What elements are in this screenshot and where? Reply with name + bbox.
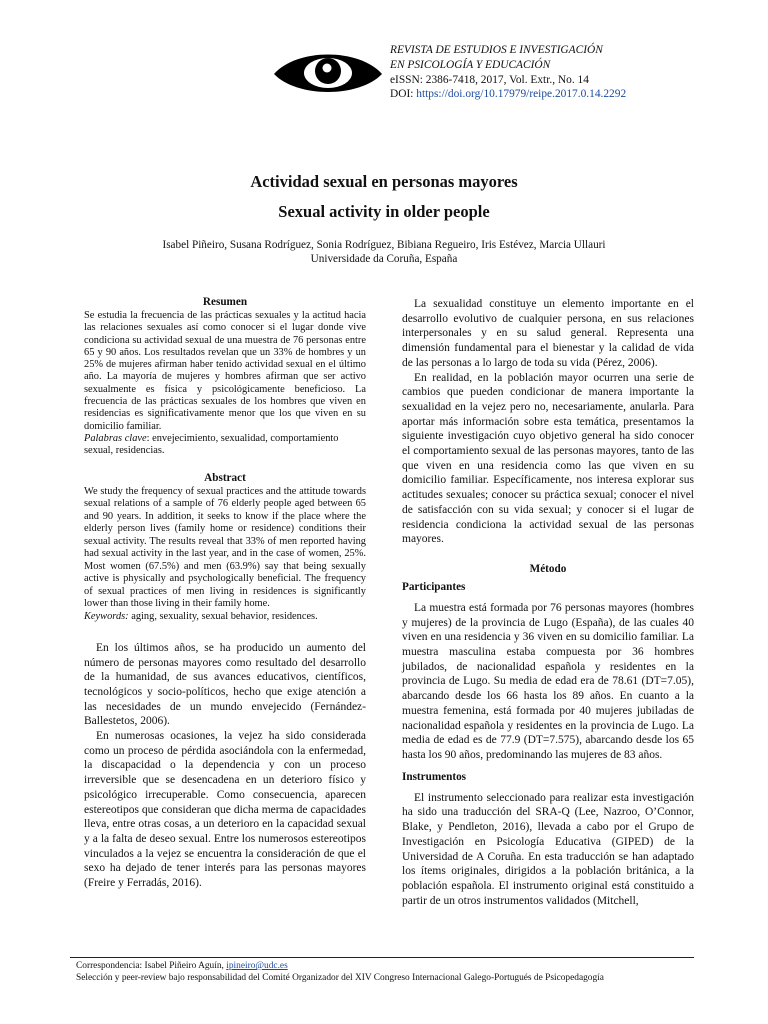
journal-header — [390, 43, 626, 102]
eye-logo-icon — [272, 40, 384, 100]
authors-block — [0, 238, 768, 266]
instrumentos-heading: Instrumentos — [402, 770, 467, 783]
paragraph: En realidad, en la población mayor ocurren una serie de cambios que pueden condicionar de manera importante la sexualidad en la vejez pero no, necesariamente, anularla. Para aportar más información sobre esta temática, presentamos la siguiente investigación cuyo objetivo general ha sido conocer el comportamiento sexual de las personas mayores, tanto de las que viven en una residencia como las que viven en su domicilio familiar. Específicamente, nos interesa explorar sus actitudes sexuales; conocer su práctica sexual; conocer el nivel de satisfacción con su vida sexual; y conocer si el lugar de residencia condiciona la actividad sexual de las personas mayores. — [402, 371, 694, 546]
affiliation: Universidade da Coruña, España — [310, 253, 458, 265]
left-column — [84, 296, 366, 891]
paragraph: En los últimos años, se ha producido un aumento del número de personas mayores como resultado del desarrollo de la humanidad, de sus avances educativos, científicos, tecnológicos y socio-políticos, hecho que exige atención a las necesidades de un mundo envejecido (Fernández-Ballestetos, 2006). — [84, 641, 366, 728]
resumen-heading: Resumen — [202, 296, 248, 308]
abstract-keywords: Keywords: aging, sexuality, sexual behavior, residences. — [84, 610, 318, 622]
paragraph: La sexualidad constituye un elemento importante en el desarrollo evolutivo de cualquier persona, en sus relaciones interpersonales y en su salud general. Representa una dimensión fundamental para el bienestar y la calidad de vida de las personas a lo largo de toda su vida (Pérez, 2006). — [402, 298, 694, 369]
journal-name-line1: REVISTA DE ESTUDIOS E INVESTIGACIÓN — [390, 44, 603, 56]
resumen-keywords: Palabras clave: envejecimiento, sexualidad, comportamiento sexual, residencias. — [84, 432, 339, 457]
right-column — [402, 297, 694, 908]
intro-left — [84, 641, 366, 891]
email-link[interactable]: ipineiro@udc.es — [226, 961, 288, 971]
participantes-text: La muestra está formada por 76 personas mayores (hombres y mujeres) de la provincia de Lugo (España), de las cuales 40 viven en una residencia y 36 viven en su domicilio familiar. La muestra masculina estaba compuesta por 36 hombres jubilados, de nacionalidad española y residentes en la provincia de Lugo. Su media de edad era de 78.61 (DT=7.05), abarcando desde los 66 hasta los 89 años. En cuanto a la muestra femenina, está formada por 40 mujeres jubiladas de nacionalidad española y residentes en la provincia de Lugo. La media de edad es de 77.9 (DT=7.575), abarcando desde los 65 hasta los 90 años, predominando las mujeres de 83 años. — [402, 601, 694, 761]
issn: eISSN: 2386-7418, 2017, Vol. Extr., No. 14 — [390, 73, 589, 86]
footer-divider — [70, 957, 694, 958]
peer-review-note: Selección y peer-review bajo responsabilidad del Comité Organizador del XIV Congreso Internacional Galego-Portugués de Psicopedagogía — [76, 973, 604, 983]
correspondence: Correspondencia: Isabel Piñeiro Aguín, ipineiro@udc.es — [76, 961, 288, 971]
metodo-heading: Método — [529, 562, 567, 575]
abstract-text: We study the frequency of sexual practices and the attitude towards sexual relations of a sample of 76 elderly people aged between 65 and 90 years. In addition, it seeks to know if the place where the elderly person lives (family home or residence) conditions their sexual activity. The results reveal that 33% of men reported having had sexual activity in the last year, and in the case of women, 25%. Most women (67.5%) and men (63.9%) say that being sexually active is physically and psychologically beneficial. The frequency of sexual practices of men living in residences is significantly lower than those living in their family home. — [84, 485, 366, 610]
title-es: Actividad sexual en personas mayores — [250, 172, 518, 191]
doi: DOI: https://doi.org/10.17979/reipe.2017.0.14.2292 — [390, 88, 627, 101]
journal-name-line2: EN PSICOLOGÍA Y EDUCACIÓN — [390, 58, 551, 71]
doi-link[interactable]: https://doi.org/10.17979/reipe.2017.0.14.2292 — [416, 88, 627, 101]
title-en: Sexual activity in older people — [278, 202, 490, 221]
instrumentos-text: El instrumento seleccionado para realizar esta investigación ha sido una traducción del SRA-Q (Lee, Nazroo, O’Connor, Blake, y Pendleton, 2016), llevada a cabo por el Grupo de Investigación en Psicología Educativa (GIPED) de la Universidad de A Coruña. En esta traducción se han adaptado los ítems originales, dirigidos a la población británica, a la población española. El instrumento original está constituido a partir de un otros instrumentos validados (Mitchell, — [402, 791, 694, 907]
paragraph: En numerosas ocasiones, la vejez ha sido considerada como un proceso de pérdida asociándola con la enfermedad, la discapacidad o la dependencia y con un proceso irreversible que se desencadena en un deterioro físico y psicológico irrecuperable. Como consecuencia, aparecen estereotipos que consideran que dicha merma de capacidades lleva, entre otras cosas, a un deterioro en la capacidad sexual y a la falta de deseo sexual. Entre los numerosos estereotipos vinculados a la vejez se encuentra la consideración de que el sexo ha dejado de tener interés para las personas mayores (Freire y Ferradás, 2016). — [84, 730, 366, 890]
abstract-heading: Abstract — [204, 471, 246, 484]
participantes-heading: Participantes — [402, 580, 466, 593]
resumen-text: Se estudia la frecuencia de las prácticas sexuales y la actitud hacia las relaciones sexuales así como conocer si el lugar donde vive condiciona su actividad sexual de una muestra de 76 personas entre 65 y 90 años. Los resultados revelan que un 33% de hombres y un 25% de mujeres afirman haber tenido actividad sexual en el último año. La mayoría de mujeres y hombres afirman que ser activo sexualmente es física y psicológicamente beneficioso. La frecuencia de las prácticas sexuales de los hombres que viven en residencias es significativamente menor que los que viven en su domicilio familiar. — [84, 310, 366, 432]
authors: Isabel Piñeiro, Susana Rodríguez, Sonia Rodríguez, Bibiana Regueiro, Iris Estévez, Marcia Ullauri — [162, 239, 606, 251]
